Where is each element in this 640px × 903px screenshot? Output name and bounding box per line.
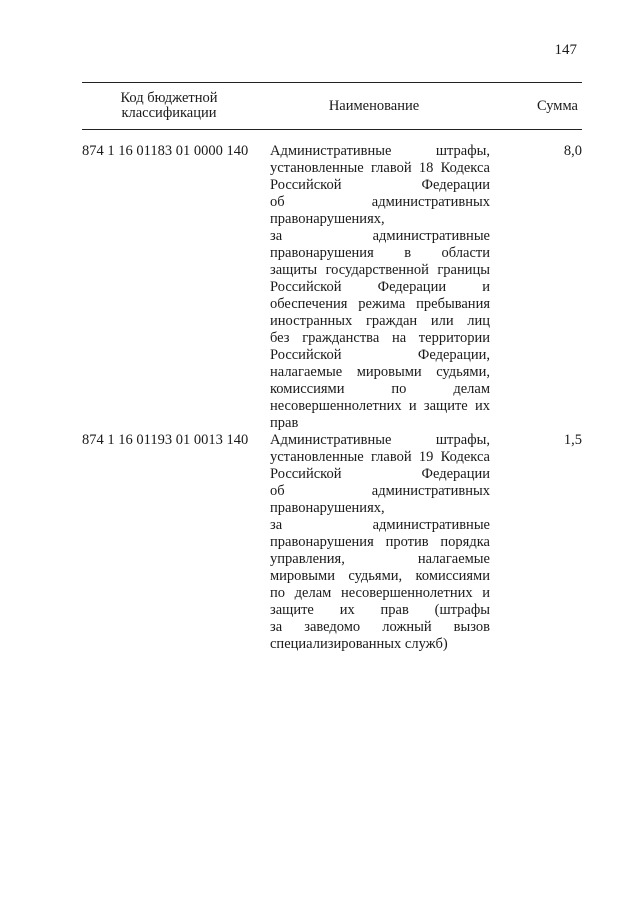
item-name-line: иностранных граждан или лиц [270, 313, 490, 329]
table-body [82, 143, 582, 653]
item-name-line: Российской Федерации и [270, 279, 490, 295]
item-name [270, 143, 490, 432]
item-name-line: мировыми судьями, комиссиями [270, 568, 490, 584]
item-name-line: установленные главой 18 Кодекса [270, 160, 490, 176]
column-header-name: Наименование [328, 97, 420, 114]
item-name-line: специализированных служб) [270, 636, 448, 652]
item-name-line: за заведомо ложный вызов [270, 619, 490, 635]
budget-code: 874 1 16 01183 01 0000 140 [82, 143, 249, 159]
item-name-line: об административных [270, 483, 490, 499]
item-name-line: установленные главой 19 Кодекса [270, 449, 490, 465]
table-row [82, 143, 582, 432]
item-name-line: управления, налагаемые [270, 551, 490, 567]
item-sum: 1,5 [563, 432, 582, 448]
item-name-line: прав [270, 415, 299, 431]
item-name-line: Российской Федерации, [270, 347, 490, 363]
item-name-line: комиссиями по делам [270, 381, 490, 397]
item-name-line: правонарушения в области [270, 245, 490, 261]
item-name-line: Российской Федерации [270, 466, 490, 482]
budget-code: 874 1 16 01193 01 0013 140 [82, 432, 249, 448]
item-sum: 8,0 [563, 143, 582, 159]
item-name-line: за административные [270, 228, 490, 244]
item-name-line: несовершеннолетних и защите их [270, 398, 490, 414]
item-name-line: правонарушениях, [270, 500, 385, 516]
item-name-line: Административные штрафы, [270, 143, 490, 159]
item-name-line: правонарушениях, [270, 211, 385, 227]
column-header-sum: Сумма [536, 97, 578, 114]
item-name-line: без гражданства на территории [270, 330, 490, 346]
item-name-line: Административные штрафы, [270, 432, 490, 448]
item-name-line: обеспечения режима пребывания [270, 296, 490, 312]
item-name-line: защиты государственной границы [270, 262, 490, 278]
item-name-line: за административные [270, 517, 490, 533]
column-header-code [82, 91, 256, 121]
column-header-code-line1: Код бюджетной [120, 90, 218, 106]
item-name-line: правонарушения против порядка [270, 534, 490, 550]
column-header-code-line2: классификации [121, 105, 217, 121]
item-name-line: Российской Федерации [270, 177, 490, 193]
item-name-line: об административных [270, 194, 490, 210]
item-name-line: защите их прав (штрафы [270, 602, 490, 618]
page-number: 147 [554, 42, 577, 58]
item-name-line: по делам несовершеннолетних и [270, 585, 490, 601]
table-header [82, 82, 582, 130]
item-name-line: налагаемые мировыми судьями, [270, 364, 490, 380]
table-row [82, 432, 582, 653]
item-name [270, 432, 490, 653]
